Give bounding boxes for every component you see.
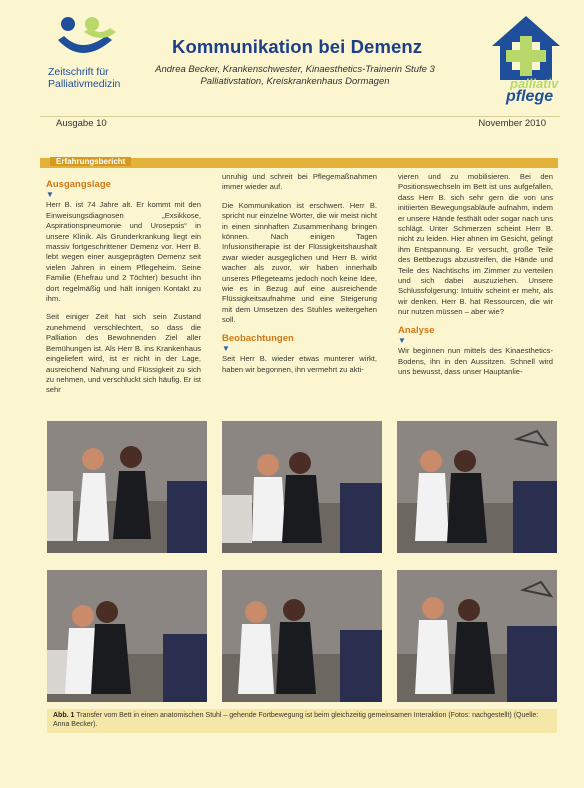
section-label: Erfahrungsbericht (50, 157, 131, 166)
text-column-2 (222, 172, 377, 383)
paragraph: unruhig und schreit bei Pflegemaßnahmen immer wieder auf. (222, 172, 377, 192)
byline-text: Andrea Becker, Krankenschwester, Kinaesthetics-Trainerin Stufe 3 Palliativstation, Kreiskrankenhaus Dormagen (155, 64, 435, 87)
photo-transfer-step-1 (47, 421, 207, 553)
brand-name-bottom: pflege (506, 88, 554, 105)
photo-transfer-step-5 (222, 570, 382, 702)
paragraph: Seit Herr B. wieder etwas munterer wirkt, haben wir begonnen, ihn vermehrt zu akti- (222, 354, 377, 374)
brand-name-top: palliativ (510, 76, 559, 91)
heading-ausgangslage: Ausgangslage (46, 179, 111, 190)
photo-transfer-step-2 (222, 421, 382, 553)
arrow-down-icon: ▼ (222, 344, 230, 354)
arrow-down-icon: ▼ (398, 336, 406, 346)
heading-beobachtungen: Beobachtungen (222, 332, 294, 344)
paragraph: Seit einiger Zeit hat sich sein Zustand zunehmend verschlechtert, so dass die Palliation des Bewohnenden Ziel aller Bemühungen ist. Als Herr B. ins Krankenhaus eingeliefert wird, ist er nicht in der Lage, ausreichend Nahrung und Flüssigkeit zu sich zu nehmen, und verschluckt sich häufig. Er ist sehr (46, 312, 201, 395)
byline (150, 64, 440, 88)
heading-analyse: Analyse (398, 324, 435, 336)
photo-transfer-step-3 (397, 421, 557, 553)
paragraph: vieren und zu mobilisieren. Bei den Positionswechseln im Bett ist uns aufgefallen, dass Herr B. sich sehr gern die von uns initiierten Bewegungsabläufe aufnahm, indem er unsere Hände festhält oder sogar nach uns schlägt. Unter Schmerzen scheint Herr B. nicht zu leiden. Hier ahnen im Gesicht, gelingt ihm Entspannung. Er versucht, große Teile des Bettbezugs abzustreifen, die Hände und Teile des Nachtischs im Zimmer zu verteilen und sich dabei auszuziehen. Unsere Schlussfolgerung: Intuitiv scheint er mehr, als wir denken. Herr B. hat Ressourcen, die wir nur nutzen müssen – aber wie? (398, 172, 553, 317)
text-column-3 (398, 172, 553, 385)
page-title: Kommunikation bei Demenz (172, 36, 423, 57)
journal-logo (40, 14, 150, 90)
section-bar (40, 158, 558, 168)
journal-logo-icon (54, 14, 124, 64)
paragraph: Die Kommunikation ist erschwert. Herr B. spricht nur einzelne Wörter, die wir meist nicht in einen sinnhaften Zusammenhang bringen können. Nach einigen Tagen Infusionstherapie ist der Flüssigkeitshaushalt zwar wieder ausgeglichen und Herr B. wirkt wacher als zuvor, wir haben innerhalb unseres Pflegeteams jedoch noch keine Idee, wie es in Bezug auf eine ausreichende Flüssigkeitsaufnahme und eine Steigerung mit dem Umsetzen des Stuhles weitergehen soll. (222, 200, 377, 325)
caption-text: Transfer vom Bett in einen anatomischen Stuhl – gehende Fortbewegung ist beim gleichzeitig gemeinsamen Interaktion (Fotos: nachgestellt) (Quelle: Anna Becker). (53, 712, 539, 728)
text-column-1 (46, 180, 201, 404)
issue-date: November 2010 (478, 118, 546, 129)
journal-name: Zeitschrift für Palliativmedizin (48, 66, 121, 90)
issue-bar (40, 116, 560, 129)
paragraph: Wir beginnen nun mittels des Kinaesthetics-Bodens, ihn in den Aussitzen. Schnell wird uns bewusst, dass unser Hauptanlie- (398, 346, 553, 376)
figure-caption (47, 709, 557, 733)
photo-transfer-step-6 (397, 570, 557, 702)
caption-label: Abb. 1 (53, 712, 75, 719)
issue-number: Ausgabe 10 (56, 118, 107, 129)
paragraph: Herr B. ist 74 Jahre alt. Er kommt mit den Einweisungsdiagnosen „Exsikkose, Aspirationspneumonie und Urosepsis“ in unsere Klinik. Als Grunderkrankung liegt ein massiv fortgeschrittener Demenz vor. Herr B. lebt wegen einer ausgeprägten Demenz seit vielen Jahren in einem Pflegeheim. Seine Familie (Ehefrau und 2 Töchter) besucht ihn dort regelmäßig und hält innigen Kontakt zu ihm. (46, 200, 201, 304)
arrow-down-icon: ▼ (46, 190, 54, 200)
photo-transfer-step-4 (47, 570, 207, 702)
